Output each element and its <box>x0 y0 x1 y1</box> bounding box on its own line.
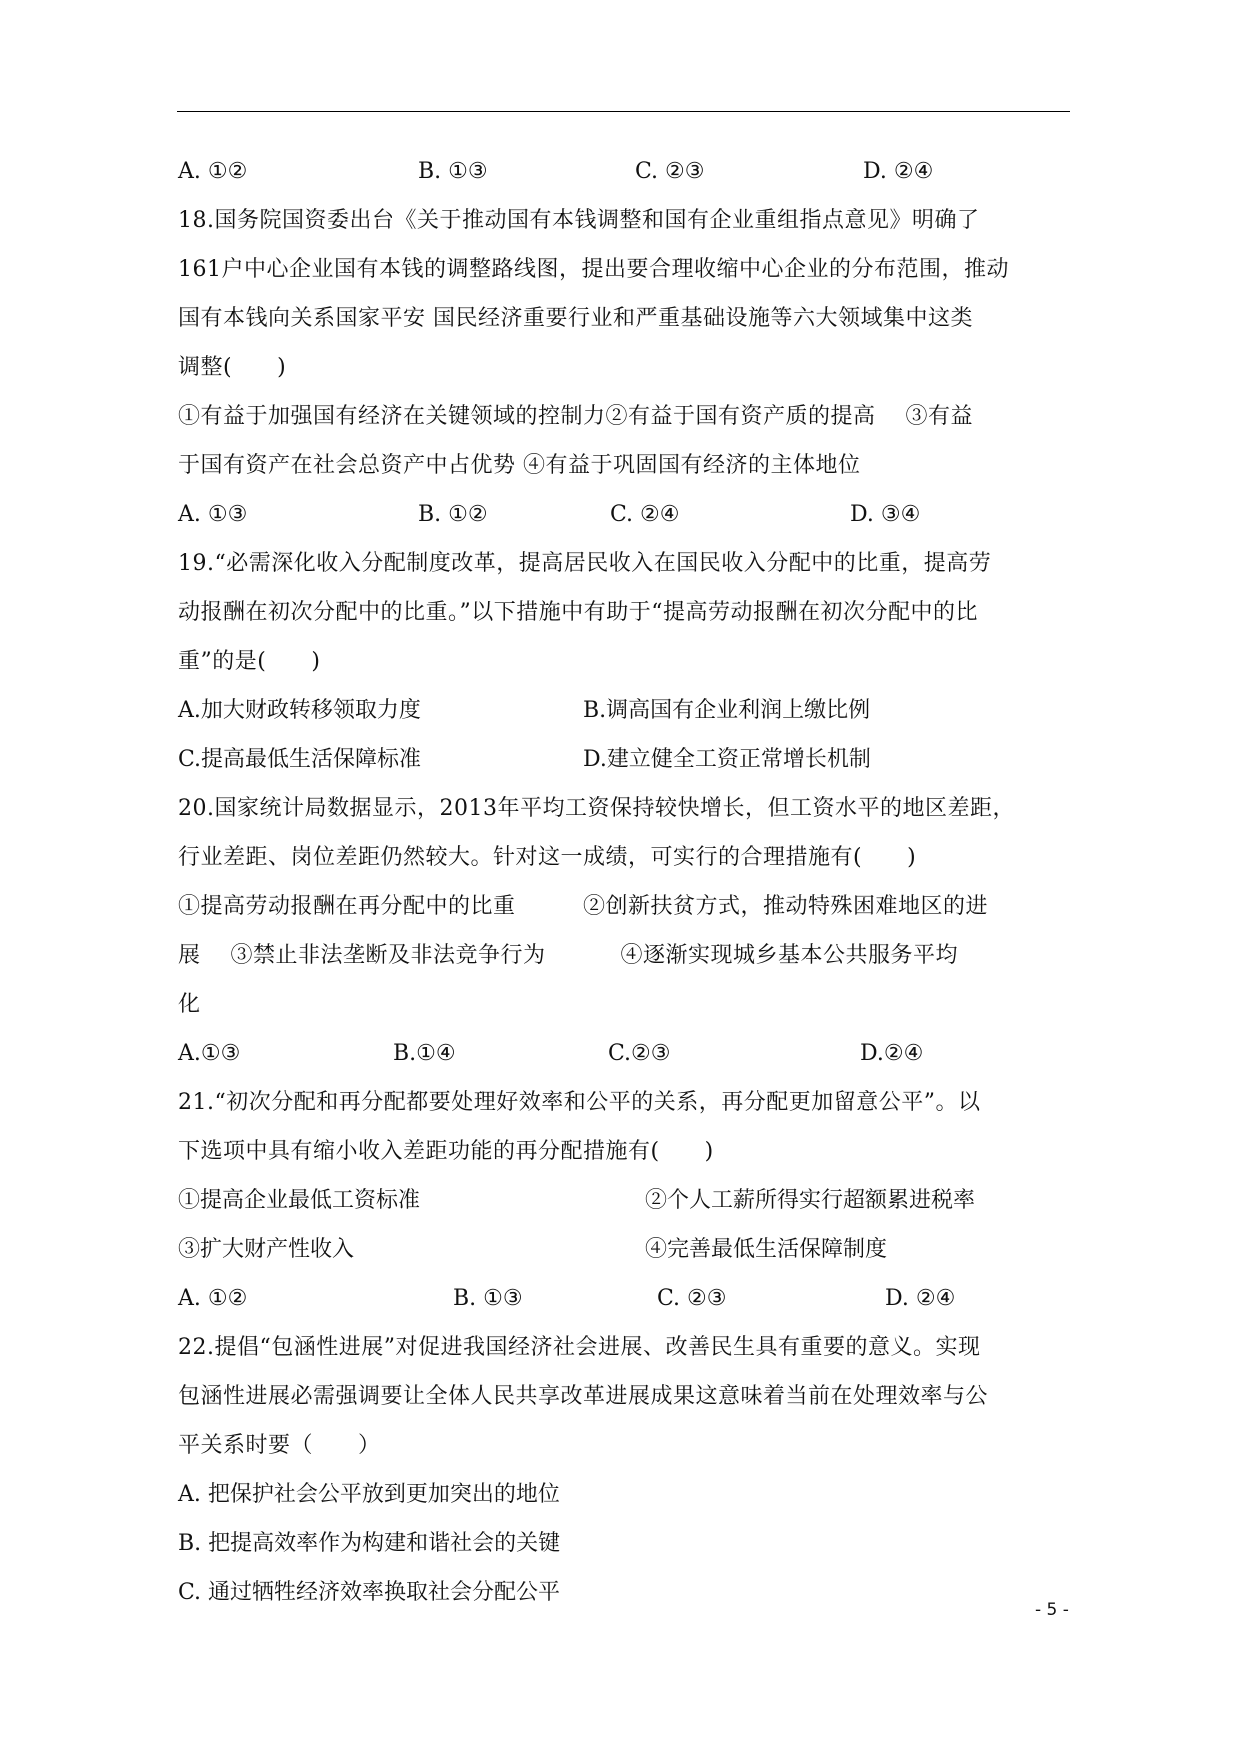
q17-option-d: D. ②④ <box>863 159 934 184</box>
q20-statement-line-2: 展 ③禁止非法垄断及非法竞争行为 ④逐渐实现城乡基本公共服务平均 <box>178 943 958 968</box>
q18-option-a: A. ①③ <box>178 502 248 527</box>
q17-option-c: C. ②③ <box>635 159 705 184</box>
q22-stem-line-3: 平关系时要（ ） <box>178 1433 381 1458</box>
q18-stem-line-4: 调整( ) <box>178 355 287 380</box>
q21-option-a: A. ①② <box>178 1286 248 1311</box>
q22-option-a: A. 把保护社会公平放到更加突出的地位 <box>178 1482 560 1507</box>
q21-statement-2: ②个人工薪所得实行超额累进税率 <box>645 1188 976 1213</box>
q20-statement-line-3: 化 <box>178 992 201 1017</box>
q18-option-c: C. ②④ <box>610 502 680 527</box>
q21-statement-3: ③扩大财产性收入 <box>178 1237 355 1262</box>
q19-stem-line-3: 重”的是( ) <box>178 649 321 674</box>
q22-stem-line-2: 包涵性进展必需强调要让全体人民共享改革进展成果这意味着当前在处理效率与公 <box>178 1384 989 1409</box>
q19-stem-line-2: 动报酬在初次分配中的比重。”以下措施中有助于“提高劳动报酬在初次分配中的比 <box>178 600 978 625</box>
q20-statement-line-1: ①提高劳动报酬在再分配中的比重 ②创新扶贫方式，推动特殊困难地区的进 <box>178 894 989 919</box>
q21-option-b: B. ①③ <box>453 1286 523 1311</box>
q18-stem-line-3: 国有本钱向关系国家平安 国民经济重要行业和严重基础设施等六大领域集中这类 <box>178 306 973 331</box>
q19-option-c: C.提高最低生活保障标准 <box>178 747 422 772</box>
q18-option-d: D. ③④ <box>850 502 921 527</box>
q19-option-b: B.调高国有企业利润上缴比例 <box>583 698 871 723</box>
q22-option-b: B. 把提高效率作为构建和谐社会的关键 <box>178 1531 561 1556</box>
q17-option-a: A. ①② <box>178 159 248 184</box>
q21-statement-4: ④完善最低生活保障制度 <box>645 1237 888 1262</box>
header-rule <box>177 111 1070 112</box>
q18-statement-line-1: ①有益于加强国有经济在关键领域的控制力②有益于国有资产质的提高 ③有益 <box>178 404 973 429</box>
q21-stem-line-1: 21.“初次分配和再分配都要处理好效率和公平的关系，再分配更加留意公平”。以 <box>178 1090 981 1115</box>
q19-option-a: A.加大财政转移领取力度 <box>178 698 421 723</box>
q22-option-c: C. 通过牺牲经济效率换取社会分配公平 <box>178 1580 561 1605</box>
page-number: - 5 - <box>1035 1600 1069 1620</box>
q20-stem-line-2: 行业差距、岗位差距仍然较大。针对这一成绩，可实行的合理措施有( ) <box>178 845 917 870</box>
q22-stem-line-1: 22.提倡“包涵性进展”对促进我国经济社会进展、改善民生具有重要的意义。实现 <box>178 1335 981 1360</box>
q21-statement-1: ①提高企业最低工资标准 <box>178 1188 421 1213</box>
q20-option-d: D.②④ <box>860 1041 924 1066</box>
q21-stem-line-2: 下选项中具有缩小收入差距功能的再分配措施有( ) <box>178 1139 714 1164</box>
q19-stem-line-1: 19.“必需深化收入分配制度改革，提高居民收入在国民收入分配中的比重，提高劳 <box>178 551 992 576</box>
q18-statement-line-2: 于国有资产在社会总资产中占优势 ④有益于巩固国有经济的主体地位 <box>178 453 861 478</box>
q20-option-b: B.①④ <box>393 1041 456 1066</box>
q17-option-b: B. ①③ <box>418 159 488 184</box>
q18-stem-line-2: 161户中心企业国有本钱的调整路线图，提出要合理收缩中心企业的分布范围，推动 <box>178 257 1009 282</box>
q20-option-a: A.①③ <box>178 1041 241 1066</box>
q18-stem-line-1: 18.国务院国资委出台《关于推动国有本钱调整和国有企业重组指点意见》明确了 <box>178 208 980 233</box>
q20-option-c: C.②③ <box>608 1041 671 1066</box>
q20-stem-line-1: 20.国家统计局数据显示，2013年平均工资保持较快增长，但工资水平的地区差距， <box>178 796 1015 821</box>
q21-option-c: C. ②③ <box>657 1286 727 1311</box>
q19-option-d: D.建立健全工资正常增长机制 <box>583 747 871 772</box>
q21-option-d: D. ②④ <box>885 1286 956 1311</box>
q18-option-b: B. ①② <box>418 502 488 527</box>
